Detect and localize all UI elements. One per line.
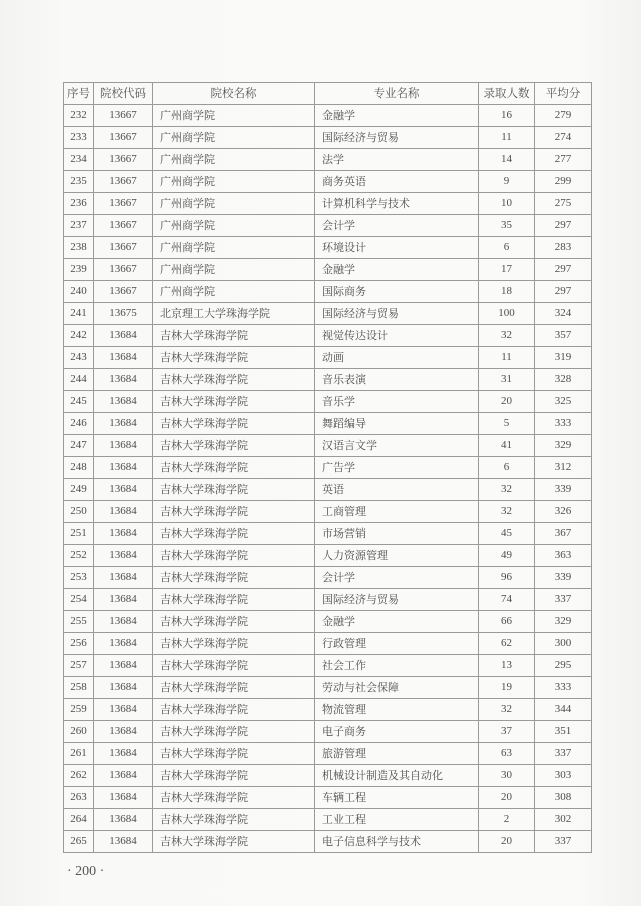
cell-index: 264: [64, 809, 94, 831]
table-row: [64, 721, 592, 743]
cell-admitted-count: 11: [479, 347, 535, 369]
cell-admitted-count: 2: [479, 809, 535, 831]
cell-average-score: 363: [535, 545, 592, 567]
table-body: [64, 105, 592, 853]
cell-school-code: 13667: [94, 105, 153, 127]
cell-average-score: 277: [535, 149, 592, 171]
cell-admitted-count: 5: [479, 413, 535, 435]
cell-school-name: 吉林大学珠海学院: [153, 787, 315, 809]
cell-school-name: 广州商学院: [153, 149, 315, 171]
table-row: [64, 589, 592, 611]
table-row: [64, 479, 592, 501]
cell-index: 235: [64, 171, 94, 193]
cell-school-code: 13684: [94, 567, 153, 589]
cell-school-name: 吉林大学珠海学院: [153, 347, 315, 369]
cell-index: 234: [64, 149, 94, 171]
cell-major-name: 环境设计: [315, 237, 479, 259]
cell-school-code: 13684: [94, 787, 153, 809]
cell-school-name: 吉林大学珠海学院: [153, 391, 315, 413]
cell-school-name: 吉林大学珠海学院: [153, 589, 315, 611]
table-row: [64, 281, 592, 303]
cell-school-name: 广州商学院: [153, 193, 315, 215]
cell-major-name: 行政管理: [315, 633, 479, 655]
cell-index: 252: [64, 545, 94, 567]
cell-school-name: 吉林大学珠海学院: [153, 809, 315, 831]
cell-school-name: 广州商学院: [153, 127, 315, 149]
cell-average-score: 275: [535, 193, 592, 215]
cell-average-score: 297: [535, 259, 592, 281]
cell-school-name: 广州商学院: [153, 259, 315, 281]
cell-major-name: 视觉传达设计: [315, 325, 479, 347]
cell-index: 244: [64, 369, 94, 391]
cell-average-score: 339: [535, 567, 592, 589]
cell-school-code: 13684: [94, 347, 153, 369]
cell-school-name: 吉林大学珠海学院: [153, 765, 315, 787]
cell-average-score: 274: [535, 127, 592, 149]
cell-index: 239: [64, 259, 94, 281]
cell-major-name: 商务英语: [315, 171, 479, 193]
cell-major-name: 音乐表演: [315, 369, 479, 391]
cell-major-name: 工业工程: [315, 809, 479, 831]
cell-index: 251: [64, 523, 94, 545]
cell-index: 249: [64, 479, 94, 501]
cell-admitted-count: 30: [479, 765, 535, 787]
cell-average-score: 312: [535, 457, 592, 479]
cell-average-score: 299: [535, 171, 592, 193]
cell-school-name: 吉林大学珠海学院: [153, 413, 315, 435]
cell-index: 232: [64, 105, 94, 127]
cell-school-code: 13684: [94, 611, 153, 633]
table-row: [64, 633, 592, 655]
cell-school-code: 13667: [94, 193, 153, 215]
cell-school-code: 13684: [94, 743, 153, 765]
table-row: [64, 435, 592, 457]
cell-school-name: 吉林大学珠海学院: [153, 457, 315, 479]
cell-major-name: 汉语言文学: [315, 435, 479, 457]
cell-school-code: 13684: [94, 413, 153, 435]
cell-admitted-count: 20: [479, 831, 535, 853]
cell-school-code: 13667: [94, 127, 153, 149]
cell-school-name: 广州商学院: [153, 171, 315, 193]
table-row: [64, 193, 592, 215]
admissions-table: [63, 82, 592, 853]
cell-school-name: 吉林大学珠海学院: [153, 677, 315, 699]
cell-school-code: 13684: [94, 831, 153, 853]
cell-school-code: 13684: [94, 633, 153, 655]
cell-major-name: 法学: [315, 149, 479, 171]
cell-major-name: 工商管理: [315, 501, 479, 523]
cell-average-score: 329: [535, 435, 592, 457]
cell-major-name: 劳动与社会保障: [315, 677, 479, 699]
cell-school-name: 吉林大学珠海学院: [153, 523, 315, 545]
cell-major-name: 国际经济与贸易: [315, 303, 479, 325]
cell-average-score: 344: [535, 699, 592, 721]
cell-school-code: 13684: [94, 369, 153, 391]
cell-admitted-count: 18: [479, 281, 535, 303]
cell-admitted-count: 14: [479, 149, 535, 171]
cell-school-code: 13684: [94, 589, 153, 611]
cell-school-code: 13667: [94, 281, 153, 303]
cell-major-name: 电子商务: [315, 721, 479, 743]
cell-school-name: 吉林大学珠海学院: [153, 611, 315, 633]
cell-major-name: 会计学: [315, 567, 479, 589]
cell-admitted-count: 16: [479, 105, 535, 127]
cell-index: 242: [64, 325, 94, 347]
cell-school-code: 13684: [94, 501, 153, 523]
cell-school-name: 广州商学院: [153, 281, 315, 303]
cell-school-name: 吉林大学珠海学院: [153, 655, 315, 677]
cell-average-score: 326: [535, 501, 592, 523]
table-row: [64, 303, 592, 325]
cell-admitted-count: 37: [479, 721, 535, 743]
cell-school-code: 13675: [94, 303, 153, 325]
table-row: [64, 765, 592, 787]
cell-admitted-count: 32: [479, 325, 535, 347]
cell-index: 237: [64, 215, 94, 237]
cell-index: 250: [64, 501, 94, 523]
cell-major-name: 机械设计制造及其自动化: [315, 765, 479, 787]
header-major-name: 专业名称: [315, 83, 479, 105]
cell-school-name: 吉林大学珠海学院: [153, 325, 315, 347]
cell-index: 263: [64, 787, 94, 809]
cell-admitted-count: 32: [479, 699, 535, 721]
cell-admitted-count: 41: [479, 435, 535, 457]
cell-school-code: 13684: [94, 699, 153, 721]
cell-school-code: 13667: [94, 215, 153, 237]
cell-school-name: 吉林大学珠海学院: [153, 633, 315, 655]
cell-school-code: 13667: [94, 171, 153, 193]
table-row: [64, 215, 592, 237]
cell-school-name: 北京理工大学珠海学院: [153, 303, 315, 325]
table-row: [64, 545, 592, 567]
cell-index: 246: [64, 413, 94, 435]
cell-major-name: 金融学: [315, 105, 479, 127]
cell-average-score: 339: [535, 479, 592, 501]
cell-index: 255: [64, 611, 94, 633]
cell-index: 261: [64, 743, 94, 765]
table-row: [64, 567, 592, 589]
cell-admitted-count: 66: [479, 611, 535, 633]
table-row: [64, 677, 592, 699]
cell-school-code: 13684: [94, 435, 153, 457]
table-row: [64, 127, 592, 149]
cell-average-score: 297: [535, 281, 592, 303]
table-row: [64, 347, 592, 369]
cell-school-name: 吉林大学珠海学院: [153, 567, 315, 589]
table-row: [64, 149, 592, 171]
cell-admitted-count: 49: [479, 545, 535, 567]
cell-school-code: 13684: [94, 677, 153, 699]
cell-admitted-count: 13: [479, 655, 535, 677]
table-row: [64, 369, 592, 391]
cell-average-score: 319: [535, 347, 592, 369]
header-index: 序号: [64, 83, 94, 105]
cell-school-code: 13667: [94, 149, 153, 171]
cell-index: 245: [64, 391, 94, 413]
cell-major-name: 音乐学: [315, 391, 479, 413]
cell-school-code: 13684: [94, 655, 153, 677]
table-row: [64, 105, 592, 127]
cell-school-name: 吉林大学珠海学院: [153, 699, 315, 721]
cell-average-score: 333: [535, 677, 592, 699]
cell-school-name: 吉林大学珠海学院: [153, 831, 315, 853]
cell-major-name: 社会工作: [315, 655, 479, 677]
cell-index: 233: [64, 127, 94, 149]
cell-school-code: 13684: [94, 523, 153, 545]
cell-school-code: 13684: [94, 391, 153, 413]
cell-average-score: 279: [535, 105, 592, 127]
table-header-row: [64, 83, 592, 105]
cell-school-name: 吉林大学珠海学院: [153, 435, 315, 457]
cell-index: 253: [64, 567, 94, 589]
cell-admitted-count: 9: [479, 171, 535, 193]
table-row: [64, 743, 592, 765]
table-row: [64, 457, 592, 479]
cell-major-name: 舞蹈编导: [315, 413, 479, 435]
cell-major-name: 会计学: [315, 215, 479, 237]
cell-admitted-count: 96: [479, 567, 535, 589]
cell-major-name: 物流管理: [315, 699, 479, 721]
table-row: [64, 523, 592, 545]
header-school-code: 院校代码: [94, 83, 153, 105]
cell-admitted-count: 32: [479, 479, 535, 501]
cell-school-name: 吉林大学珠海学院: [153, 743, 315, 765]
cell-school-name: 吉林大学珠海学院: [153, 545, 315, 567]
cell-major-name: 金融学: [315, 611, 479, 633]
cell-average-score: 337: [535, 743, 592, 765]
cell-average-score: 324: [535, 303, 592, 325]
cell-admitted-count: 11: [479, 127, 535, 149]
table-row: [64, 699, 592, 721]
cell-school-name: 吉林大学珠海学院: [153, 479, 315, 501]
cell-school-name: 吉林大学珠海学院: [153, 369, 315, 391]
cell-index: 243: [64, 347, 94, 369]
cell-school-name: 吉林大学珠海学院: [153, 501, 315, 523]
cell-school-code: 13684: [94, 809, 153, 831]
cell-major-name: 广告学: [315, 457, 479, 479]
table-row: [64, 391, 592, 413]
cell-index: 248: [64, 457, 94, 479]
cell-school-name: 吉林大学珠海学院: [153, 721, 315, 743]
cell-admitted-count: 31: [479, 369, 535, 391]
cell-major-name: 旅游管理: [315, 743, 479, 765]
table-row: [64, 501, 592, 523]
cell-average-score: 300: [535, 633, 592, 655]
cell-average-score: 302: [535, 809, 592, 831]
cell-average-score: 303: [535, 765, 592, 787]
cell-average-score: 308: [535, 787, 592, 809]
cell-admitted-count: 35: [479, 215, 535, 237]
table-row: [64, 655, 592, 677]
cell-admitted-count: 63: [479, 743, 535, 765]
table-row: [64, 831, 592, 853]
cell-admitted-count: 6: [479, 457, 535, 479]
header-school-name: 院校名称: [153, 83, 315, 105]
cell-school-code: 13684: [94, 479, 153, 501]
cell-admitted-count: 17: [479, 259, 535, 281]
cell-average-score: 351: [535, 721, 592, 743]
table-row: [64, 413, 592, 435]
cell-index: 236: [64, 193, 94, 215]
cell-average-score: 297: [535, 215, 592, 237]
cell-school-name: 广州商学院: [153, 105, 315, 127]
cell-school-code: 13684: [94, 545, 153, 567]
page-number: · 200 ·: [67, 864, 105, 879]
cell-index: 260: [64, 721, 94, 743]
cell-major-name: 电子信息科学与技术: [315, 831, 479, 853]
table-row: [64, 171, 592, 193]
cell-index: 259: [64, 699, 94, 721]
cell-index: 247: [64, 435, 94, 457]
table-row: [64, 809, 592, 831]
cell-admitted-count: 74: [479, 589, 535, 611]
cell-major-name: 人力资源管理: [315, 545, 479, 567]
cell-school-code: 13667: [94, 259, 153, 281]
cell-admitted-count: 32: [479, 501, 535, 523]
cell-admitted-count: 45: [479, 523, 535, 545]
cell-index: 238: [64, 237, 94, 259]
cell-average-score: 325: [535, 391, 592, 413]
cell-major-name: 国际经济与贸易: [315, 127, 479, 149]
cell-index: 265: [64, 831, 94, 853]
cell-index: 262: [64, 765, 94, 787]
cell-school-code: 13684: [94, 721, 153, 743]
cell-school-name: 广州商学院: [153, 237, 315, 259]
cell-index: 254: [64, 589, 94, 611]
cell-school-code: 13684: [94, 457, 153, 479]
table-row: [64, 237, 592, 259]
table-row: [64, 611, 592, 633]
cell-school-code: 13667: [94, 237, 153, 259]
cell-major-name: 车辆工程: [315, 787, 479, 809]
cell-average-score: 295: [535, 655, 592, 677]
cell-major-name: 动画: [315, 347, 479, 369]
cell-index: 240: [64, 281, 94, 303]
table-row: [64, 259, 592, 281]
cell-index: 241: [64, 303, 94, 325]
cell-index: 257: [64, 655, 94, 677]
cell-school-code: 13684: [94, 325, 153, 347]
cell-admitted-count: 100: [479, 303, 535, 325]
cell-admitted-count: 62: [479, 633, 535, 655]
cell-index: 258: [64, 677, 94, 699]
cell-major-name: 计算机科学与技术: [315, 193, 479, 215]
cell-average-score: 283: [535, 237, 592, 259]
cell-admitted-count: 6: [479, 237, 535, 259]
cell-major-name: 英语: [315, 479, 479, 501]
cell-average-score: 357: [535, 325, 592, 347]
table-row: [64, 325, 592, 347]
cell-admitted-count: 20: [479, 391, 535, 413]
cell-school-code: 13684: [94, 765, 153, 787]
cell-admitted-count: 20: [479, 787, 535, 809]
cell-average-score: 333: [535, 413, 592, 435]
cell-admitted-count: 19: [479, 677, 535, 699]
header-admitted-count: 录取人数: [479, 83, 535, 105]
cell-admitted-count: 10: [479, 193, 535, 215]
header-average-score: 平均分: [535, 83, 592, 105]
cell-average-score: 337: [535, 831, 592, 853]
cell-major-name: 国际商务: [315, 281, 479, 303]
cell-average-score: 337: [535, 589, 592, 611]
cell-major-name: 国际经济与贸易: [315, 589, 479, 611]
cell-school-name: 广州商学院: [153, 215, 315, 237]
cell-average-score: 329: [535, 611, 592, 633]
cell-average-score: 328: [535, 369, 592, 391]
cell-average-score: 367: [535, 523, 592, 545]
cell-major-name: 金融学: [315, 259, 479, 281]
cell-major-name: 市场营销: [315, 523, 479, 545]
table-row: [64, 787, 592, 809]
cell-index: 256: [64, 633, 94, 655]
